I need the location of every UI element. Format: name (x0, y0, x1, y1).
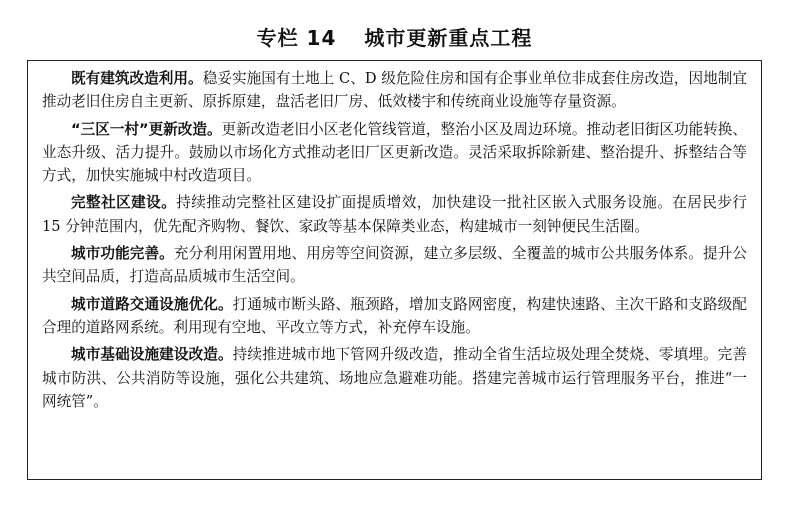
column-title (0, 22, 789, 51)
section-body: 打通城市断头路、瓶颈路，增加支路网密度，构建快速路、主次干路和支路级配合理的道路网系统。利用现有空地、平改立等方式，补充停车设施。 (42, 295, 747, 336)
section-community (42, 191, 747, 238)
section-body: 更新改造老旧小区老化管线管道，整治小区及周边环境。推动老旧街区功能转换、业态升级、活力提升。鼓励以市场化方式推动老旧厂区更新改造。灵活采取拆除新建、整治提升、拆整结合等方式，加快实施城中村改造项目。 (42, 120, 747, 185)
section-heading: 完整社区建设。 (71, 194, 177, 212)
section-building-reuse (42, 67, 747, 114)
section-body: 持续推进城市地下管网升级改造，推动全省生活垃圾处理全焚烧、零填埋。完善城市防洪、公共消防等设施，强化公共建筑、场地应急避难功能。搭建完善城市运行管理服务平台，推进“一网统管”。 (42, 346, 747, 410)
section-body: 稳妥实施国有土地上 C、D 级危险住房和国有企事业单位非成套住房改造，因地制宜推动老旧住房自主更新、原拆原建，盘活老旧厂房、低效楼宇和传统商业设施等存量资源。 (42, 70, 747, 111)
section-three-districts (42, 118, 747, 188)
section-body: 充分利用闲置用地、用房等空间资源，建立多层级、全覆盖的城市公共服务体系。提升公共空间品质，打造高品质城市生活空间。 (42, 245, 747, 286)
column-heading: 城市更新重点工程 (364, 26, 533, 50)
column-box (27, 60, 762, 480)
section-body: 持续推动完整社区建设扩面提质增效，加快建设一批社区嵌入式服务设施。在居民步行 15 分钟范围内，优先配齐购物、餐饮、家政等基本保障类业态，构建城市一刻钟便民生活圈。 (42, 194, 747, 235)
section-infrastructure (42, 343, 747, 413)
section-heading: 城市功能完善。 (71, 245, 174, 263)
section-city-function (42, 242, 747, 289)
section-heading: 既有建筑改造利用。 (71, 70, 203, 87)
section-heading: 城市基础设施建设改造。 (71, 346, 233, 364)
section-heading: “三区一村”更新改造。 (71, 120, 222, 138)
column-number: 专栏 14 (256, 26, 337, 50)
section-heading: 城市道路交通设施优化。 (71, 295, 233, 313)
section-road-traffic (42, 293, 747, 340)
